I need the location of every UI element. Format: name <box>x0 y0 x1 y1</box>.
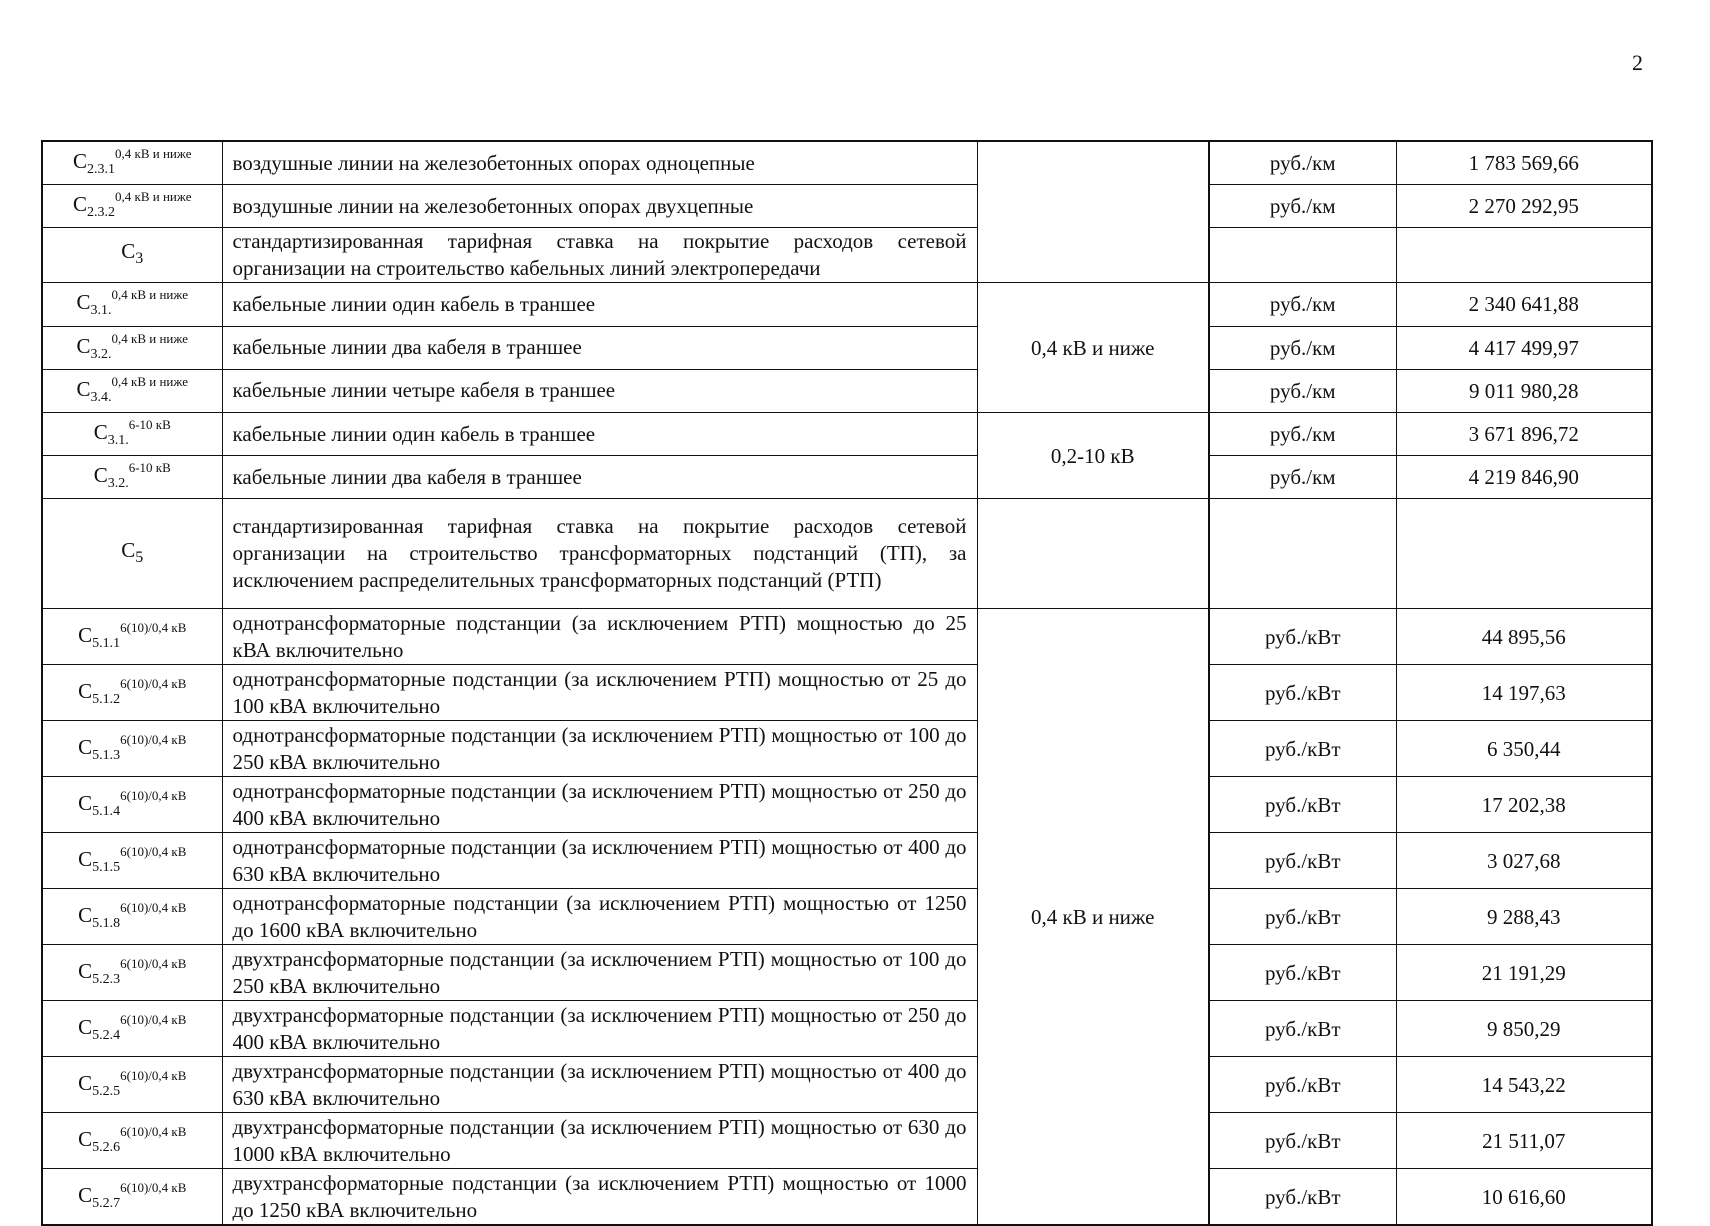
rate-code-main: C <box>76 290 91 315</box>
value-cell: 3 671 896,72 <box>1396 412 1652 455</box>
description-cell: воздушные линии на железобетонных опорах двухцепные <box>222 185 977 228</box>
value-cell: 10 616,60 <box>1396 1169 1652 1226</box>
rate-code-main: C <box>76 376 91 401</box>
table-row <box>42 1057 1652 1113</box>
rate-code-main: C <box>78 1182 93 1207</box>
rate-code-cell <box>42 1113 222 1169</box>
description-cell: двухтрансформаторные подстанции (за исключением РТП) мощностью от 630 до 1000 кВА включительно <box>222 1113 977 1169</box>
description-cell: кабельные линии один кабель в траншее <box>222 412 977 455</box>
rate-code-cell <box>42 228 222 283</box>
description-cell: однотрансформаторные подстанции (за исключением РТП) мощностью от 1250 до 1600 кВА включительно <box>222 889 977 945</box>
rate-code-main: C <box>76 333 91 358</box>
rate-code-sub: 5.1.3 <box>92 747 121 763</box>
value-cell: 6 350,44 <box>1396 721 1652 777</box>
value-cell: 4 219 846,90 <box>1396 456 1652 499</box>
rate-code-sup: 0,4 кВ и ниже <box>115 146 192 161</box>
table-row <box>42 141 1652 185</box>
description-cell: однотрансформаторные подстанции (за исключением РТП) мощностью от 400 до 630 кВА включительно <box>222 833 977 889</box>
unit-cell: руб./км <box>1209 369 1396 412</box>
value-cell: 44 895,56 <box>1396 609 1652 665</box>
rate-code-main: C <box>121 239 136 264</box>
rate-code-sup: 0,4 кВ и ниже <box>111 287 188 303</box>
unit-cell: руб./км <box>1209 412 1396 455</box>
unit-cell: руб./км <box>1209 185 1396 228</box>
rate-code-sub: 5.1.8 <box>92 915 121 931</box>
rate-code-cell <box>42 1057 222 1113</box>
rate-code-main: C <box>78 902 93 927</box>
rate-code-cell <box>42 889 222 945</box>
rate-code-sup: 6(10)/0,4 кВ <box>120 787 187 803</box>
unit-cell: руб./км <box>1209 326 1396 369</box>
table-row <box>42 185 1652 228</box>
value-cell <box>1396 499 1652 609</box>
rate-code-sup: 6-10 кВ <box>128 460 171 476</box>
description-cell: кабельные линии два кабеля в траншее <box>222 456 977 499</box>
rate-code-sub: 5.1.5 <box>92 859 121 875</box>
rate-code-cell <box>42 1001 222 1057</box>
value-cell <box>1396 228 1652 283</box>
rate-code-sup: 6(10)/0,4 кВ <box>120 955 187 971</box>
rate-code-sup: 6(10)/0,4 кВ <box>120 1067 187 1083</box>
rate-code-sup: 6(10)/0,4 кВ <box>120 843 187 859</box>
description-cell: стандартизированная тарифная ставка на покрытие расходов сетевой организации на строительство кабельных линий электропередачи <box>222 228 977 283</box>
rate-code-sup: 6(10)/0,4 кВ <box>120 1011 187 1027</box>
value-cell: 2 340 641,88 <box>1396 283 1652 326</box>
rate-code-cell <box>42 1169 222 1226</box>
rate-code-sub: 5 <box>135 548 144 566</box>
rate-code-cell <box>42 456 222 499</box>
rate-code-sup: 0,4 кВ и ниже <box>115 189 192 205</box>
unit-cell <box>1209 228 1396 283</box>
rate-code-sup: 6-10 кВ <box>128 416 171 432</box>
value-cell: 14 543,22 <box>1396 1057 1652 1113</box>
rate-code-main: C <box>78 734 93 759</box>
table-row <box>42 889 1652 945</box>
value-cell: 3 027,68 <box>1396 833 1652 889</box>
unit-cell: руб./кВт <box>1209 1057 1396 1113</box>
rate-code-sup: 6(10)/0,4 кВ <box>120 899 187 915</box>
value-cell: 21 191,29 <box>1396 945 1652 1001</box>
value-cell: 9 011 980,28 <box>1396 369 1652 412</box>
rate-code-cell <box>42 141 222 185</box>
unit-cell: руб./кВт <box>1209 1001 1396 1057</box>
description-cell: двухтрансформаторные подстанции (за исключением РТП) мощностью от 250 до 400 кВА включительно <box>222 1001 977 1057</box>
voltage-cell <box>977 499 1209 609</box>
rate-code-main: C <box>78 846 93 871</box>
value-cell: 4 417 499,97 <box>1396 326 1652 369</box>
table-row <box>42 326 1652 369</box>
rate-code-cell <box>42 283 222 326</box>
table-row <box>42 665 1652 721</box>
rate-code-cell <box>42 777 222 833</box>
unit-cell: руб./кВт <box>1209 777 1396 833</box>
table-row <box>42 721 1652 777</box>
rate-code-sup: 6(10)/0,4 кВ <box>120 1179 187 1195</box>
rate-code-sub: 5.2.5 <box>92 1083 121 1099</box>
description-cell: кабельные линии один кабель в траншее <box>222 283 977 326</box>
unit-cell: руб./кВт <box>1209 1113 1396 1169</box>
description-cell: однотрансформаторные подстанции (за исключением РТП) мощностью от 250 до 400 кВА включительно <box>222 777 977 833</box>
voltage-cell: 0,4 кВ и ниже <box>977 609 1209 1226</box>
rate-code-cell <box>42 721 222 777</box>
rate-code-main: C <box>78 790 93 815</box>
rate-code-sup: 6(10)/0,4 кВ <box>120 1123 187 1139</box>
table-row <box>42 609 1652 665</box>
tariff-table <box>41 140 1653 1226</box>
unit-cell: руб./км <box>1209 141 1396 185</box>
rate-code-main: C <box>78 958 93 983</box>
value-cell: 14 197,63 <box>1396 665 1652 721</box>
rate-code-main: C <box>78 1014 93 1039</box>
table-row <box>42 369 1652 412</box>
rate-code-main: C <box>78 1070 93 1095</box>
voltage-cell: 0,4 кВ и ниже <box>977 283 1209 413</box>
value-cell: 21 511,07 <box>1396 1113 1652 1169</box>
table-row <box>42 283 1652 326</box>
page-number: 2 <box>1632 50 1643 75</box>
rate-code-cell <box>42 833 222 889</box>
rate-code-main: C <box>78 678 93 703</box>
value-cell: 1 783 569,66 <box>1396 141 1652 185</box>
rate-code-sub: 2.3.2 <box>87 205 116 221</box>
table-row <box>42 412 1652 455</box>
table-row <box>42 945 1652 1001</box>
description-cell: двухтрансформаторные подстанции (за исключением РТП) мощностью от 400 до 630 кВА включительно <box>222 1057 977 1113</box>
description-cell: однотрансформаторные подстанции (за исключением РТП) мощностью от 100 до 250 кВА включительно <box>222 721 977 777</box>
unit-cell: руб./км <box>1209 456 1396 499</box>
rate-code-sub: 5.1.1 <box>92 635 121 651</box>
unit-cell: руб./кВт <box>1209 945 1396 1001</box>
rate-code-sub: 5.2.6 <box>92 1139 121 1155</box>
rate-code-sub: 3 <box>135 250 144 268</box>
rate-code-main: C <box>93 463 108 488</box>
rate-code-main: C <box>121 537 136 562</box>
rate-code-sup: 6(10)/0,4 кВ <box>120 619 187 635</box>
description-cell: стандартизированная тарифная ставка на покрытие расходов сетевой организации на строительство трансформаторных подстанций (ТП), за исключением распределительных трансформаторных подстанций (РТП) <box>222 499 977 609</box>
rate-code-main: C <box>78 622 93 647</box>
description-cell: кабельные линии четыре кабеля в траншее <box>222 369 977 412</box>
unit-cell: руб./кВт <box>1209 609 1396 665</box>
description-cell: двухтрансформаторные подстанции (за исключением РТП) мощностью от 1000 до 1250 кВА включительно <box>222 1169 977 1226</box>
rate-code-cell <box>42 499 222 609</box>
rate-code-cell <box>42 665 222 721</box>
unit-cell: руб./кВт <box>1209 1169 1396 1226</box>
rate-code-sub: 3.2. <box>107 476 129 492</box>
table-row <box>42 1169 1652 1226</box>
description-cell: воздушные линии на железобетонных опорах одноцепные <box>222 141 977 185</box>
rate-code-sub: 3.4. <box>90 389 112 405</box>
rate-code-sup: 0,4 кВ и ниже <box>111 373 188 389</box>
table-row <box>42 499 1652 609</box>
rate-code-sup: 0,4 кВ и ниже <box>111 330 188 346</box>
unit-cell: руб./кВт <box>1209 889 1396 945</box>
rate-code-sub: 3.1. <box>107 433 129 449</box>
rate-code-sup: 6(10)/0,4 кВ <box>120 731 187 747</box>
unit-cell: руб./кВт <box>1209 665 1396 721</box>
rate-code-main: C <box>73 149 88 173</box>
rate-code-sub: 3.1. <box>90 303 112 319</box>
unit-cell <box>1209 499 1396 609</box>
table-row <box>42 1001 1652 1057</box>
table-row <box>42 456 1652 499</box>
rate-code-main: C <box>93 419 108 444</box>
rate-code-cell <box>42 369 222 412</box>
rate-code-cell <box>42 412 222 455</box>
unit-cell: руб./кВт <box>1209 721 1396 777</box>
table-row <box>42 1113 1652 1169</box>
value-cell: 9 288,43 <box>1396 889 1652 945</box>
rate-code-sub: 2.3.1 <box>87 162 116 178</box>
unit-cell: руб./км <box>1209 283 1396 326</box>
rate-code-sub: 5.2.4 <box>92 1027 121 1043</box>
unit-cell: руб./кВт <box>1209 833 1396 889</box>
description-cell: однотрансформаторные подстанции (за исключением РТП) мощностью от 25 до 100 кВА включительно <box>222 665 977 721</box>
description-cell: кабельные линии два кабеля в траншее <box>222 326 977 369</box>
voltage-cell <box>977 141 1209 283</box>
rate-code-cell <box>42 945 222 1001</box>
value-cell: 17 202,38 <box>1396 777 1652 833</box>
rate-code-main: C <box>78 1126 93 1151</box>
rate-code-sub: 5.1.4 <box>92 803 121 819</box>
description-cell: однотрансформаторные подстанции (за исключением РТП) мощностью до 25 кВА включительно <box>222 609 977 665</box>
value-cell: 9 850,29 <box>1396 1001 1652 1057</box>
rate-code-cell <box>42 185 222 228</box>
rate-code-cell <box>42 609 222 665</box>
value-cell: 2 270 292,95 <box>1396 185 1652 228</box>
rate-code-sub: 5.1.2 <box>92 691 121 707</box>
rate-code-sub: 5.2.3 <box>92 971 121 987</box>
description-cell: двухтрансформаторные подстанции (за исключением РТП) мощностью от 100 до 250 кВА включительно <box>222 945 977 1001</box>
table-row <box>42 228 1652 283</box>
rate-code-main: C <box>73 192 88 217</box>
table-row <box>42 777 1652 833</box>
table-row <box>42 833 1652 889</box>
rate-code-cell <box>42 326 222 369</box>
rate-code-sup: 6(10)/0,4 кВ <box>120 675 187 691</box>
rate-code-sub: 5.2.7 <box>92 1195 121 1211</box>
voltage-cell: 0,2-10 кВ <box>977 412 1209 498</box>
rate-code-sub: 3.2. <box>90 346 112 362</box>
